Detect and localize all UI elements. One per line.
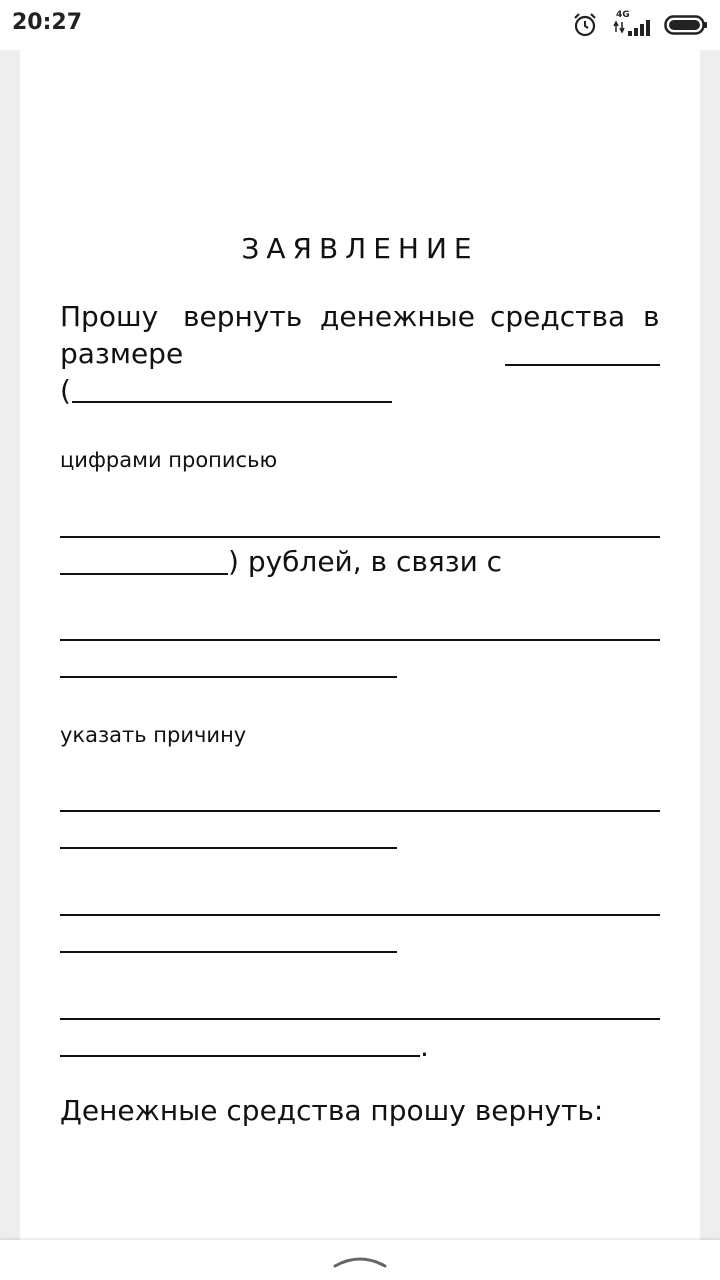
reason-line-1 <box>60 639 660 641</box>
reason-line-3 <box>60 810 660 812</box>
hint-amount: цифрами прописью <box>60 448 278 472</box>
document-page <box>20 50 700 1240</box>
word-5: в <box>643 300 660 333</box>
word-1: Прошу <box>60 300 159 333</box>
amount-words-line-1 <box>72 401 392 403</box>
word-3: денежные <box>320 300 475 333</box>
network-type-label: 4G <box>616 10 630 20</box>
document-title: ЗАЯВЛЕНИЕ <box>241 232 479 265</box>
reason-line-7 <box>60 1018 660 1020</box>
period: . <box>420 1030 429 1063</box>
status-time: 20:27 <box>12 10 83 35</box>
amount-words-line-3 <box>60 573 228 575</box>
reason-line-4 <box>60 847 397 849</box>
amount-words-line-2 <box>60 536 660 538</box>
rubles-text: ) рублей, в связи с <box>228 545 503 578</box>
open-paren: ( <box>60 374 71 407</box>
reason-line-2 <box>60 676 397 678</box>
word-4: средства <box>490 300 626 333</box>
battery-icon <box>664 15 708 35</box>
chevron-up-icon[interactable] <box>332 1252 388 1272</box>
amount-digits-line <box>505 364 660 366</box>
bottom-bar <box>0 1240 720 1280</box>
hint-reason: указать причину <box>60 723 247 747</box>
reason-line-8 <box>60 1055 420 1057</box>
word-razmere: размере <box>60 337 184 370</box>
word-2: вернуть <box>183 300 303 333</box>
refund-text: Денежные средства прошу вернуть: <box>60 1094 604 1127</box>
reason-line-6 <box>60 951 397 953</box>
reason-line-5 <box>60 914 660 916</box>
status-bar <box>0 0 720 50</box>
signal-icon <box>612 10 654 40</box>
alarm-icon <box>572 12 598 38</box>
